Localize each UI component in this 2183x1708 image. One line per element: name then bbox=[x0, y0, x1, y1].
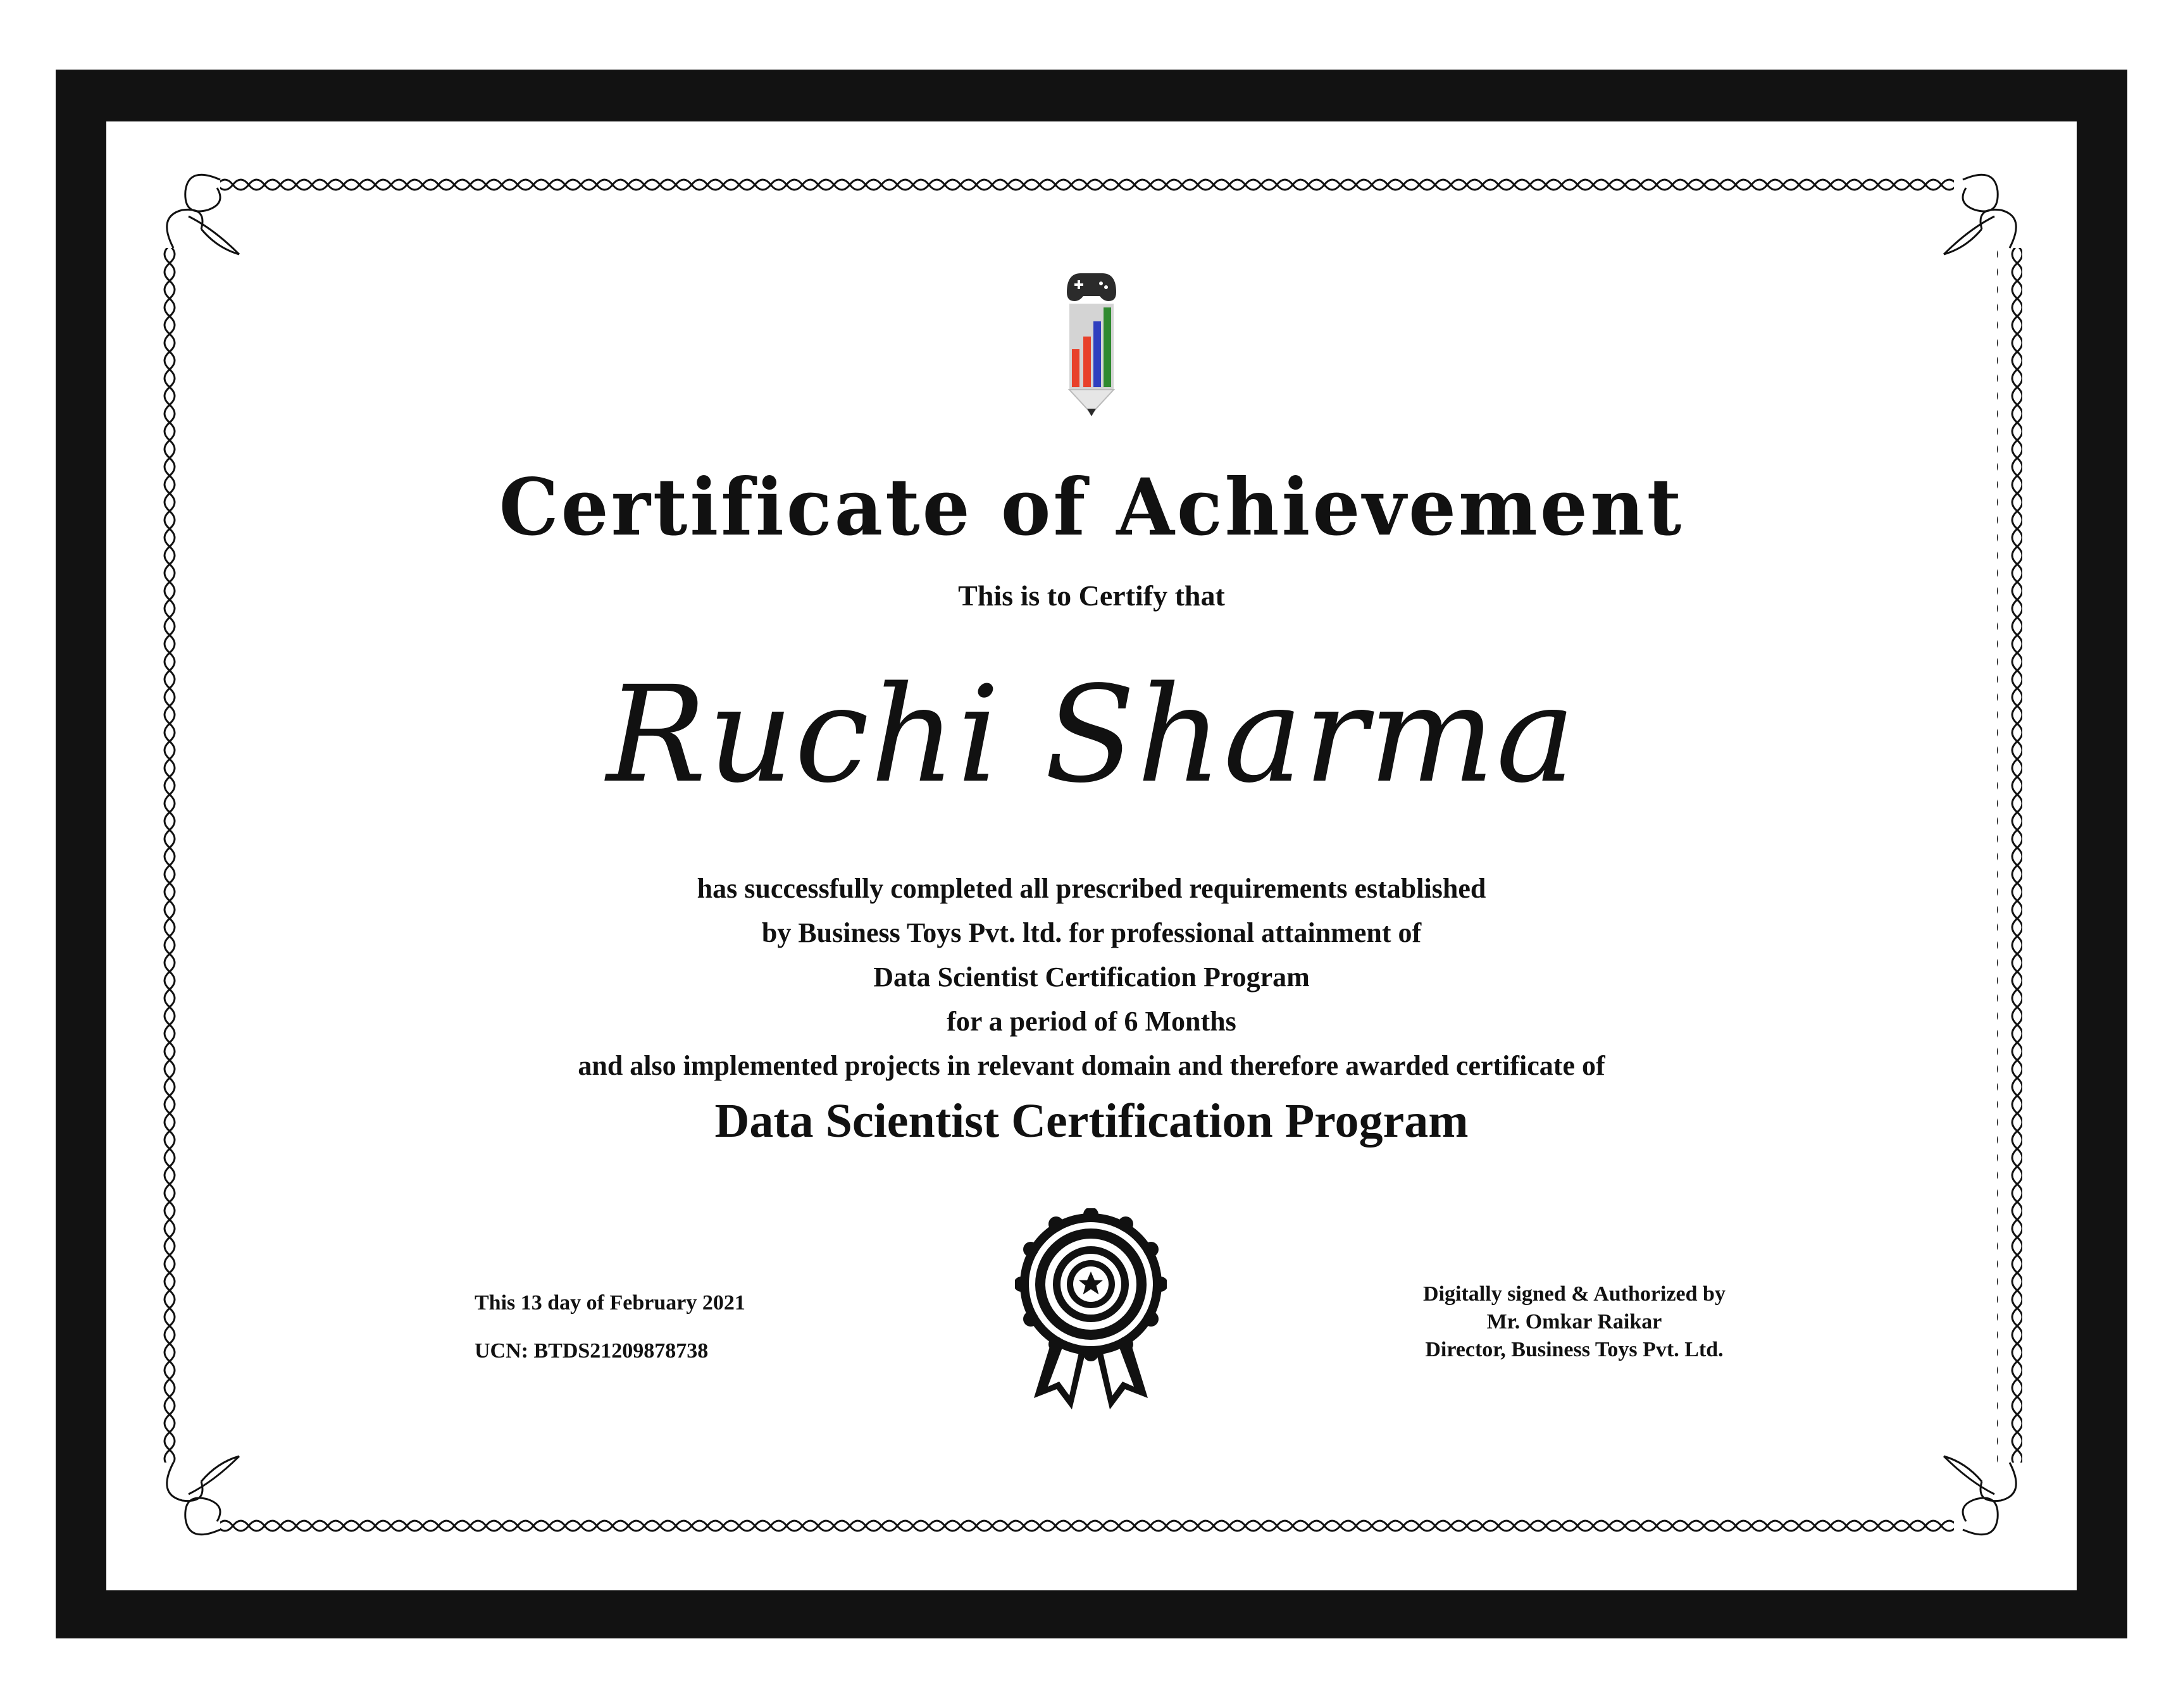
description-line: and also implemented projects in relevant domain and therefore awarded certificate of bbox=[578, 1050, 1605, 1081]
issue-date: This 13 day of February 2021 bbox=[475, 1291, 745, 1315]
description-line: has successfully completed all prescribed requirements established bbox=[697, 873, 1486, 904]
description-line: Data Scientist Certification Program bbox=[873, 962, 1310, 993]
gamepad-pencil-chart-logo bbox=[1062, 267, 1121, 419]
description-line: for a period of 6 Months bbox=[947, 1006, 1236, 1037]
signatory-name: Mr. Omkar Raikar bbox=[1486, 1310, 1662, 1334]
certificate-paper bbox=[106, 121, 2077, 1590]
achievement-description bbox=[106, 867, 2077, 1088]
program-name: Data Scientist Certification Program bbox=[714, 1094, 1469, 1148]
description-line: by Business Toys Pvt. ltd. for professional attainment of bbox=[761, 917, 1422, 948]
ucn-number: UCN: BTDS21209878738 bbox=[475, 1339, 709, 1363]
issue-info bbox=[475, 1279, 745, 1375]
award-ribbon-star-icon bbox=[1015, 1208, 1167, 1423]
signature-authorized-line: Digitally signed & Authorized by bbox=[1423, 1282, 1726, 1306]
recipient-name: Ruchi Sharma bbox=[606, 657, 1577, 812]
certify-line: This is to Certify that bbox=[958, 579, 1225, 612]
certificate-title: Certificate of Achievement bbox=[499, 461, 1684, 554]
signature-block bbox=[1378, 1280, 1770, 1364]
signatory-title: Director, Business Toys Pvt. Ltd. bbox=[1425, 1338, 1724, 1361]
